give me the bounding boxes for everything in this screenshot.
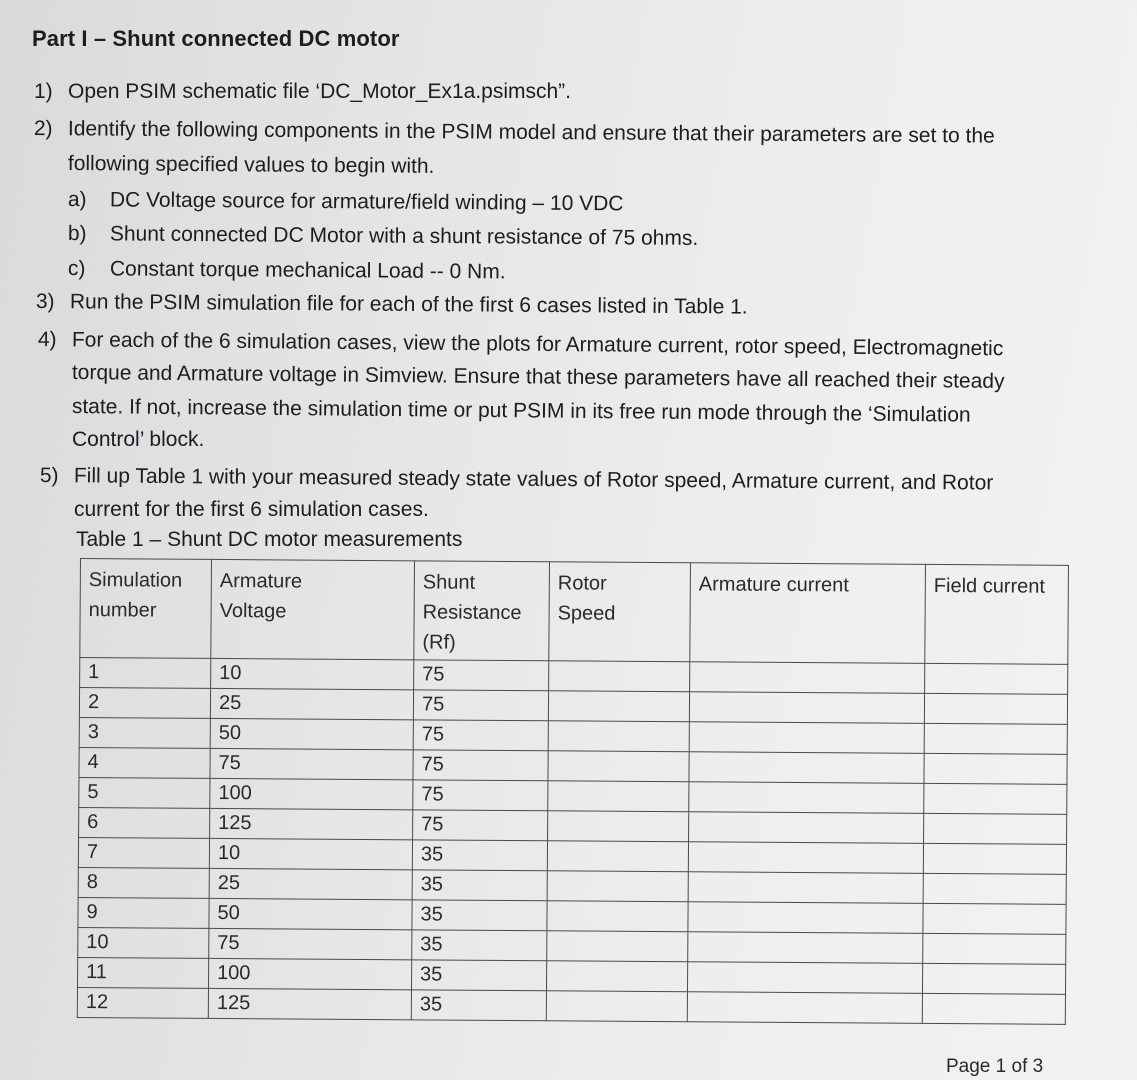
table-cell: [687, 992, 922, 1024]
table-cell: [548, 691, 689, 722]
step-number: 4): [37, 328, 57, 352]
table-cell: 6: [79, 807, 210, 838]
step-4-continuation-3: Control’ block.: [72, 428, 205, 451]
table-header-row: [80, 559, 1069, 665]
substep-text: Constant torque mechanical Load -- 0 Nm.: [109, 257, 506, 284]
table-cell: 9: [78, 897, 209, 928]
table-cell: 75: [413, 750, 548, 781]
table-cell: [548, 811, 689, 842]
table-cell: [687, 962, 922, 994]
table-cell: [689, 812, 924, 844]
table-cell: 35: [411, 990, 546, 1021]
table-cell: 7: [78, 837, 209, 868]
substep-label: b): [67, 222, 87, 246]
table-cell: 50: [210, 718, 413, 749]
substep-a: [68, 188, 624, 216]
table-cell: [922, 993, 1065, 1024]
table-cell: [547, 901, 688, 932]
step-number: 1): [34, 80, 53, 103]
step-text: Identify the following components in the PSIM model and ensure that their parameters are set to the: [67, 117, 995, 148]
table-cell: [547, 931, 688, 962]
table-cell: 75: [413, 720, 548, 751]
measurements-table: [77, 558, 1069, 1025]
table-cell: 50: [209, 898, 412, 929]
table-cell: [688, 872, 923, 904]
table-caption: Table 1 – Shunt DC motor measurements: [76, 528, 463, 551]
table-cell: [547, 871, 688, 902]
step-2-continuation: following specified values to begin with.: [67, 152, 435, 178]
table-cell: [923, 903, 1066, 934]
table-cell: [688, 842, 923, 874]
table-cell: [688, 902, 923, 934]
substep-text: DC Voltage source for armature/field winding – 10 VDC: [109, 188, 624, 216]
substep-b: [68, 222, 698, 251]
table-cell: 75: [414, 660, 549, 691]
table-cell: [689, 782, 924, 814]
table-cell: 25: [210, 688, 413, 719]
header-armature-voltage: Armature Voltage: [211, 559, 415, 659]
table-cell: [923, 843, 1066, 874]
step-4-continuation-2: state. If not, increase the simulation time or put PSIM in its free run mode through the ‘Simulation: [71, 395, 971, 427]
table-cell: [689, 722, 924, 754]
table-cell: [924, 723, 1067, 754]
table-cell: 12: [77, 987, 208, 1018]
substep-label: a): [67, 188, 87, 212]
table-cell: 75: [413, 810, 548, 841]
step-text: For each of the 6 simulation cases, view the plots for Armature current, rotor speed, Electromagnetic: [71, 328, 1004, 361]
table-cell: 2: [79, 688, 210, 719]
table-cell: [922, 963, 1065, 994]
table-cell: 25: [209, 868, 412, 899]
table-cell: 4: [79, 747, 210, 778]
table-cell: [548, 751, 689, 782]
table-cell: [689, 752, 924, 784]
table-cell: [690, 662, 925, 694]
table-cell: 125: [210, 808, 413, 839]
table-cell: [546, 991, 687, 1022]
table-cell: [923, 933, 1066, 964]
table-cell: 100: [210, 778, 413, 809]
substep-c: [68, 257, 506, 284]
step-2: [34, 117, 995, 149]
step-4: [38, 328, 1004, 361]
table-cell: 35: [412, 900, 547, 931]
header-rotor-speed: Rotor Speed: [549, 562, 691, 662]
table-cell: 11: [78, 957, 209, 988]
table-cell: [924, 813, 1067, 844]
table-cell: 75: [413, 690, 548, 721]
header-simulation-number: Simulation number: [80, 559, 212, 659]
table-cell: 3: [79, 717, 210, 748]
table-cell: [549, 661, 690, 692]
table-cell: [689, 692, 924, 724]
step-3: [36, 290, 748, 320]
header-field-current: Field current: [925, 564, 1069, 664]
substep-text: Shunt connected DC Motor with a shunt resistance of 75 ohms.: [109, 222, 699, 250]
table-cell: 125: [208, 988, 411, 1019]
table-cell: 10: [211, 658, 414, 689]
table-cell: 35: [412, 930, 547, 961]
step-5-continuation: current for the first 6 simulation cases.: [74, 498, 429, 521]
table-cell: 35: [411, 960, 546, 991]
page-number: Page 1 of 3: [946, 1056, 1044, 1077]
table-cell: 10: [209, 838, 412, 869]
table-cell: [548, 781, 689, 812]
table-cell: [688, 932, 923, 964]
step-number: 5): [39, 464, 59, 488]
step-number: 2): [33, 117, 53, 141]
table-cell: 100: [208, 958, 411, 989]
step-text: Run the PSIM simulation file for each of the first 6 cases listed in Table 1.: [69, 290, 748, 319]
table-cell: 75: [210, 748, 413, 779]
table-cell: 8: [78, 867, 209, 898]
substep-label: c): [67, 257, 86, 281]
table-cell: [547, 841, 688, 872]
step-text: Open PSIM schematic file ‘DC_Motor_Ex1a.psimsch”.: [68, 80, 572, 103]
step-number: 3): [35, 290, 55, 314]
step-text: Fill up Table 1 with your measured steady state values of Rotor speed, Armature current, and Rotor: [73, 464, 994, 495]
step-1: [34, 80, 571, 104]
table-cell: 1: [80, 658, 211, 689]
table-cell: [924, 693, 1067, 724]
table-cell: [924, 783, 1067, 814]
header-shunt-resistance: Shunt Resistance (Rf): [414, 561, 550, 661]
header-armature-current: Armature current: [690, 563, 926, 664]
table-cell: [546, 961, 687, 992]
step-5: [40, 464, 994, 495]
table-cell: 75: [209, 928, 412, 959]
table-cell: 35: [412, 870, 547, 901]
step-4-continuation-1: torque and Armature voltage in Simview. Ensure that these parameters have all reached their steady: [71, 361, 1005, 393]
table-cell: 75: [413, 780, 548, 811]
table-cell: 10: [78, 927, 209, 958]
table-cell: 5: [79, 777, 210, 808]
table-cell: [548, 721, 689, 752]
table-row: [77, 987, 1065, 1024]
table-cell: [925, 663, 1068, 694]
table-cell: 35: [412, 840, 547, 871]
table-cell: [923, 873, 1066, 904]
table-cell: [924, 753, 1067, 784]
page-title: Part I – Shunt connected DC motor: [32, 26, 400, 51]
